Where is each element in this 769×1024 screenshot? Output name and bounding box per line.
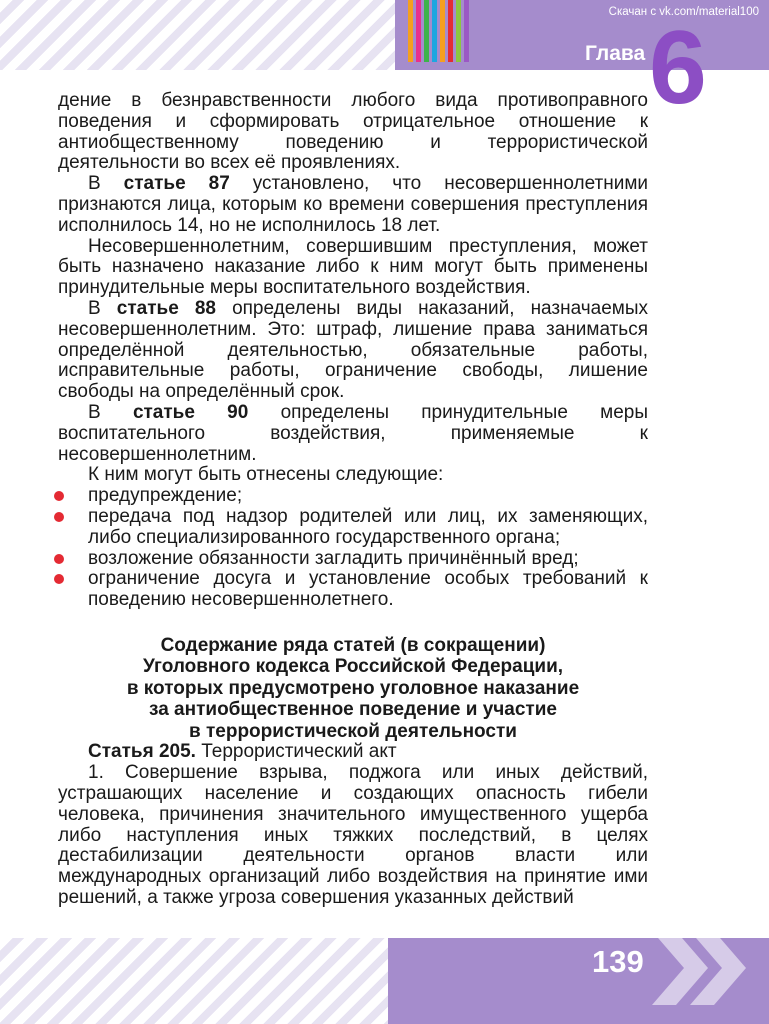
list-item xyxy=(58,507,648,549)
color-stripe xyxy=(440,0,445,62)
text-run: В xyxy=(88,173,124,195)
paragraph xyxy=(58,174,648,236)
bullet-icon xyxy=(54,554,64,564)
section-title xyxy=(58,635,648,743)
text-run: В xyxy=(88,297,117,319)
paragraph xyxy=(58,299,648,403)
color-stripes xyxy=(408,0,474,62)
list-item xyxy=(58,486,648,507)
measures-list xyxy=(58,486,648,611)
color-stripe xyxy=(432,0,437,62)
bullet-icon xyxy=(54,491,64,501)
section-title-line: Уголовного кодекса Российской Федерации, xyxy=(142,656,564,678)
list-item xyxy=(58,569,648,611)
list-item-text: возложение обязанности загладить причинённый вред; xyxy=(88,547,579,569)
chapter-number: 6 xyxy=(649,10,707,126)
text-run: определены виды наказаний, назначаемых несовершеннолетним. Это: штраф, лишение права заниматься определённой деятельностью, обязательные работы, исправительные работы, ограничение свободы, лишение свободы на определённый срок. xyxy=(58,297,649,403)
list-item xyxy=(58,549,648,570)
paragraph: Несовершеннолетним, совершившим преступления, может быть назначено наказание либо к ним могут быть применены принудительные меры воспитательного воздействия. xyxy=(58,235,648,299)
bullet-icon xyxy=(54,574,64,584)
watermark: Скачан с vk.com/material100 xyxy=(608,6,759,18)
article-text: 1. Совершение взрыва, поджога или иных действий, устрашающих население и создающих опасность гибели человека, причинения значительного имущественного ущерба либо наступления иных тяжких последствий, в целях дестабилизации деятельности органов власти или международных организаций либо воздействия на принятие ими решений, а также угроза совершения указанных действий xyxy=(58,762,648,908)
color-stripe xyxy=(416,0,421,62)
article-heading xyxy=(58,742,648,763)
text-run: установлено, что несовершеннолетними признаются лица, которым ко времени совершения преступления исполнилось 14, но не исполнилось 18 лет. xyxy=(58,173,649,236)
article-ref: статье 90 xyxy=(132,401,249,423)
color-stripe xyxy=(464,0,469,62)
text-run: В xyxy=(88,401,133,423)
article-label: Статья 205. xyxy=(88,741,196,763)
text-run: определены принудительные меры воспитательного воздействия, применяемые к несовершеннолетним. xyxy=(58,401,649,465)
section-title-line: в террористической деятельности xyxy=(189,720,517,742)
list-item-text: предупреждение; xyxy=(88,485,243,507)
color-stripe xyxy=(408,0,413,62)
chapter-label: Глава xyxy=(585,42,646,65)
double-chevron-icon xyxy=(652,923,752,1013)
section-title-line: за антиобщественное поведение и участие xyxy=(149,699,557,721)
article-ref: статье 88 xyxy=(116,297,216,319)
section-title-line: Содержание ряда статей (в сокращении) xyxy=(160,634,546,656)
page-number: 139 xyxy=(592,944,644,979)
paragraph xyxy=(58,403,648,465)
paragraph: дение в безнравственности любого вида противоправного поведения и сформировать отрицательное отношение к антиобщественному поведению и террористической деятельности во всех её проявлениях. xyxy=(58,90,648,174)
color-stripe xyxy=(424,0,429,62)
bullet-icon xyxy=(54,512,64,522)
list-item-text: ограничение досуга и установление особых требований к поведению несовершеннолетнего. xyxy=(88,568,648,611)
section-title-line: в которых предусмотрено уголовное наказание xyxy=(126,677,580,699)
article-name: Террористический акт xyxy=(195,741,397,763)
article-ref: статье 87 xyxy=(123,173,230,195)
list-item-text: передача под надзор родителей или лиц, их заменяющих, либо специализированного государственного органа; xyxy=(88,505,648,548)
color-stripe xyxy=(448,0,453,62)
paragraph: К ним могут быть отнесены следующие: xyxy=(88,464,444,486)
color-stripe xyxy=(456,0,461,62)
page-content xyxy=(58,91,648,909)
